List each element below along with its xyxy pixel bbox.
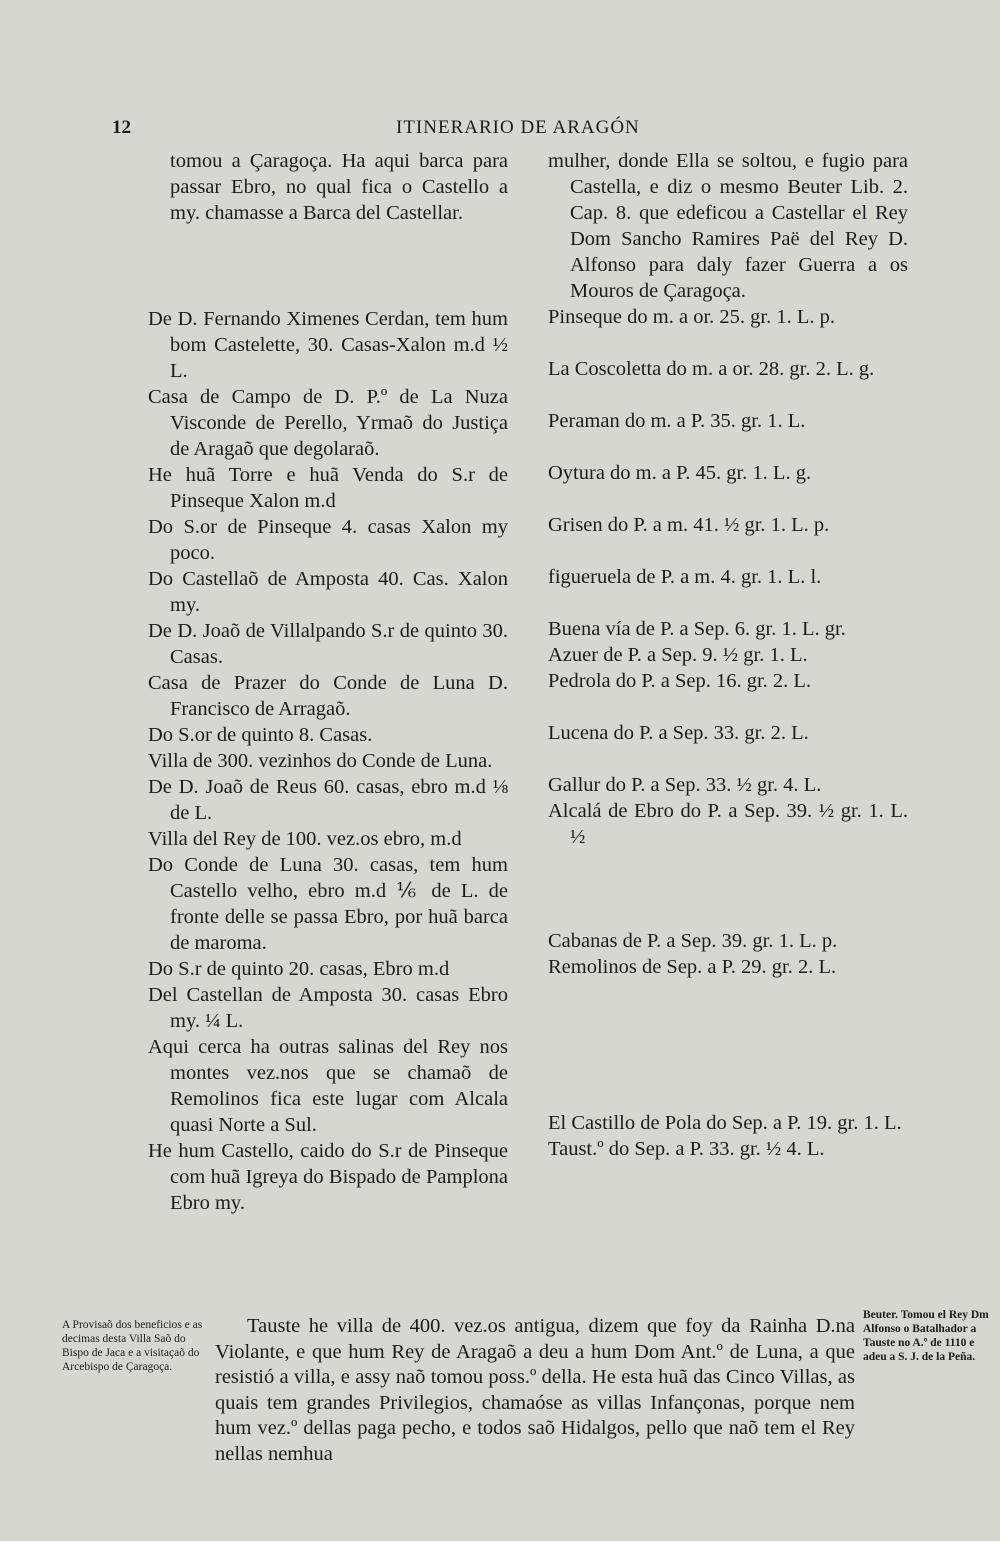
left-entry: Do S.or de Pinseque 4. casas Xalon my poco.	[148, 516, 508, 564]
page-number: 12	[112, 117, 131, 138]
right-entry: La Coscoletta do m. a or. 28. gr. 2. L. g.	[548, 358, 875, 380]
left-entry: De D. Joaõ de Villalpando S.r de quinto 30. Casas.	[148, 620, 508, 668]
right-entry: Peraman do m. a P. 35. gr. 1. L.	[548, 410, 806, 432]
left-entry: Villa de 300. vezinhos do Conde de Luna.	[148, 750, 493, 772]
right-entry: El Castillo de Pola do Sep. a P. 19. gr. 1. L.	[548, 1112, 902, 1134]
right-entry: Oytura do m. a P. 45. gr. 1. L. g.	[548, 462, 812, 484]
right-entry: Pedrola do P. a Sep. 16. gr. 2. L.	[548, 670, 812, 692]
right-entry: Lucena do P. a Sep. 33. gr. 2. L.	[548, 722, 809, 744]
left-entry: De D. Joaõ de Reus 60. casas, ebro m.d ⅛ de L.	[148, 776, 508, 824]
right-entry: Remolinos de Sep. a P. 29. gr. 2. L.	[548, 956, 837, 978]
left-entry: Do Castellaõ de Amposta 40. Cas. Xalon my.	[148, 568, 508, 616]
left-entry: Villa del Rey de 100. vez.os ebro, m.d	[148, 828, 462, 850]
right-entry: Alcalá de Ebro do P. a Sep. 39. ½ gr. 1. L. ½	[548, 800, 908, 848]
left-entry: Do Conde de Luna 30. casas, tem hum Castello velho, ebro m.d ⅙ de L. de fronte delle se passa Ebro, por huã barca de maroma.	[148, 854, 508, 954]
left-entry: Casa de Prazer do Conde de Luna D. Francisco de Arragaõ.	[148, 672, 508, 720]
margin-note-left: A Provisaõ dos beneficios e as decimas desta Villa Saõ do Bispo de Jaca e a visitaçaõ do Arcebispo de Çaragoça.	[62, 1319, 203, 1373]
left-entry: De D. Fernando Ximenes Cerdan, tem hum bom Castelette, 30. Casas-Xalon m.d ½ L.	[148, 308, 508, 382]
left-entry: Casa de Campo de D. P.º de La Nuza Visconde de Perello, Yrmaõ do Justiça de Aragaõ que degolaraõ.	[148, 386, 508, 460]
left-entry: Aqui cerca ha outras salinas del Rey nos montes vez.nos que se chamaõ de Remolinos fica este lugar com Alcala quasi Norte a Sul.	[148, 1036, 508, 1136]
right-entry: Taust.º do Sep. a P. 33. gr. ½ 4. L.	[548, 1138, 825, 1160]
right-intro: mulher, donde Ella se soltou, e fugio para Castella, e diz o mesmo Beuter Lib. 2. Cap. 8. que edeficou a Castellar el Rey Dom Sancho Ramires Paë del Rey D. Alfonso para daly fazer Guerra a os Mouros de Çaragoça.	[548, 150, 908, 302]
right-entry: Gallur do P. a Sep. 33. ½ gr. 4. L.	[548, 774, 822, 796]
right-entry: Azuer de P. a Sep. 9. ½ gr. 1. L.	[548, 644, 808, 666]
left-entry: Do S.r de quinto 20. casas, Ebro m.d	[148, 958, 450, 980]
right-entry: Grisen do P. a m. 41. ½ gr. 1. L. p.	[548, 514, 830, 536]
right-column	[548, 148, 908, 1162]
right-entry: Buena vía de P. a Sep. 6. gr. 1. L. gr.	[548, 618, 846, 640]
bottom-paragraph: Tauste he villa de 400. vez.os antigua, dizem que foy da Rainha D.na Violante, e que hum Rey de Aragaõ a deu a hum Dom Ant.º de Luna, a que resistió a villa, e assy naõ tomou poss.º della. He esta huã das Cinco Villas, as quais tem grandes Privilegios, chamaóse as villas Infançonas, porque nem hum vez.º dellas paga pecho, e todos saõ Hidalgos, pello que naõ tem el Rey nellas nemhua	[215, 1315, 855, 1465]
left-entry: Do S.or de quinto 8. Casas.	[148, 724, 373, 746]
left-entry: Del Castellan de Amposta 30. casas Ebro my. ¼ L.	[148, 984, 508, 1032]
running-title: ITINERARIO DE ARAGÓN	[396, 117, 640, 138]
right-entry: Pinseque do m. a or. 25. gr. 1. L. p.	[548, 306, 835, 328]
margin-note-right: Beuter. Tomou el Rey Dm Alfonso o Batalhador a Tauste no A.º de 1110 e adeu a S. J. de la Peña.	[863, 1309, 989, 1363]
right-entry: Cabanas de P. a Sep. 39. gr. 1. L. p.	[548, 930, 838, 952]
left-column	[148, 148, 508, 1216]
left-entry: He huã Torre e huã Venda do S.r de Pinseque Xalon m.d	[148, 464, 508, 512]
right-entry: figueruela de P. a m. 4. gr. 1. L. l.	[548, 566, 822, 588]
left-entry: He hum Castello, caido do S.r de Pinseque com huã Igreya do Bispado de Pamplona Ebro my.	[148, 1140, 508, 1214]
left-intro: tomou a Çaragoça. Ha aqui barca para passar Ebro, no qual fica o Castello a my. chamasse a Barca del Castellar.	[170, 150, 508, 224]
